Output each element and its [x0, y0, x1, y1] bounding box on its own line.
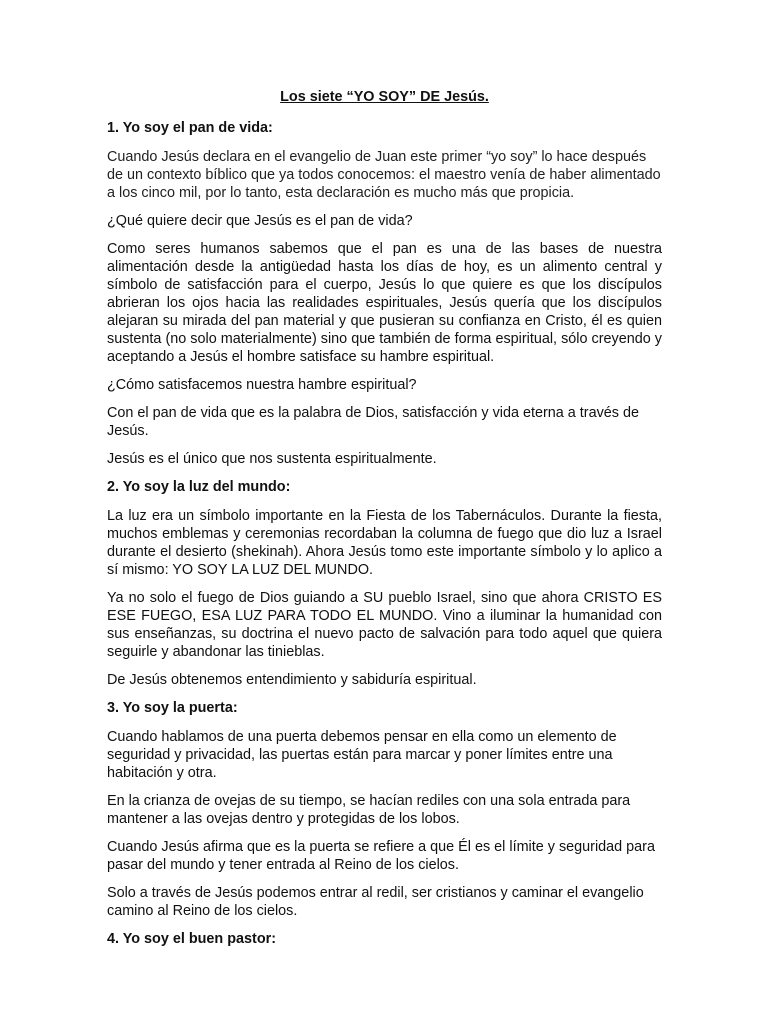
document-page — [107, 88, 662, 959]
paragraph: ¿Cómo satisfacemos nuestra hambre espiritual? — [107, 377, 417, 393]
paragraph: Solo a través de Jesús podemos entrar al redil, ser cristianos y caminar el evangelio camino al Reino de los cielos. — [107, 885, 644, 919]
paragraph: Con el pan de vida que es la palabra de Dios, satisfacción y vida eterna a través de Jesús. — [107, 405, 639, 439]
paragraph: Cuando hablamos de una puerta debemos pensar en ella como un elemento de seguridad y privacidad, las puertas están para marcar y poner límites entre una habitación y otra. — [107, 729, 617, 781]
section-heading-pan-de-vida: 1. Yo soy el pan de vida: — [107, 120, 273, 136]
paragraph: En la crianza de ovejas de su tiempo, se hacían rediles con una sola entrada para mantener a las ovejas dentro y protegidas de los lobos. — [107, 793, 631, 827]
paragraph: De Jesús obtenemos entendimiento y sabiduría espiritual. — [107, 672, 477, 688]
document-title: Los siete “YO SOY” DE Jesús. — [280, 89, 489, 105]
paragraph: Cuando Jesús declara en el evangelio de Juan este primer “yo soy” lo hace después de un contexto bíblico que ya todos conocemos: el maestro venía de haber alimentado a los cinco mil, por lo tanto, esta declaración es mucho más que propicia. — [107, 149, 661, 201]
paragraph: Como seres humanos sabemos que el pan es una de las bases de nuestra alimentación desde la antigüedad hasta los días de hoy, es un alimento central y símbolo de satisfacción para el cuerpo, Jesús lo que quiere es que los discípulos abrieran los ojos hacia las realidades espirituales, Jesús quería que los discípulos alejaran su mirada del pan material y que pusieran su confianza en Cristo, él es quien sustenta (no solo materialmente) sino que también de forma espiritual, sólo creyendo y aceptando a Jesús el hombre satisface su hambre espiritual. — [107, 241, 662, 365]
section-heading-luz-del-mundo: 2. Yo soy la luz del mundo: — [107, 479, 291, 495]
paragraph: Cuando Jesús afirma que es la puerta se refiere a que Él es el límite y seguridad para pasar del mundo y tener entrada al Reino de los cielos. — [107, 839, 655, 873]
section-heading-la-puerta: 3. Yo soy la puerta: — [107, 700, 238, 716]
paragraph: Ya no solo el fuego de Dios guiando a SU pueblo Israel, sino que ahora CRISTO ES ESE FUEGO, ESA LUZ PARA TODO EL MUNDO. Vino a iluminar la humanidad con sus enseñanzas, su doctrina el nuevo pacto de salvación para todo aquel que quiera seguirle y abandonar las tinieblas. — [107, 590, 662, 660]
paragraph: ¿Qué quiere decir que Jesús es el pan de vida? — [107, 213, 413, 229]
section-heading-buen-pastor: 4. Yo soy el buen pastor: — [107, 931, 276, 947]
paragraph: Jesús es el único que nos sustenta espiritualmente. — [107, 451, 437, 467]
paragraph: La luz era un símbolo importante en la Fiesta de los Tabernáculos. Durante la fiesta, muchos emblemas y ceremonias recordaban la columna de fuego que dio luz a Israel durante el desierto (shekinah). Ahora Jesús tomo este importante símbolo y lo aplico a sí mismo: YO SOY LA LUZ DEL MUNDO. — [107, 508, 662, 578]
